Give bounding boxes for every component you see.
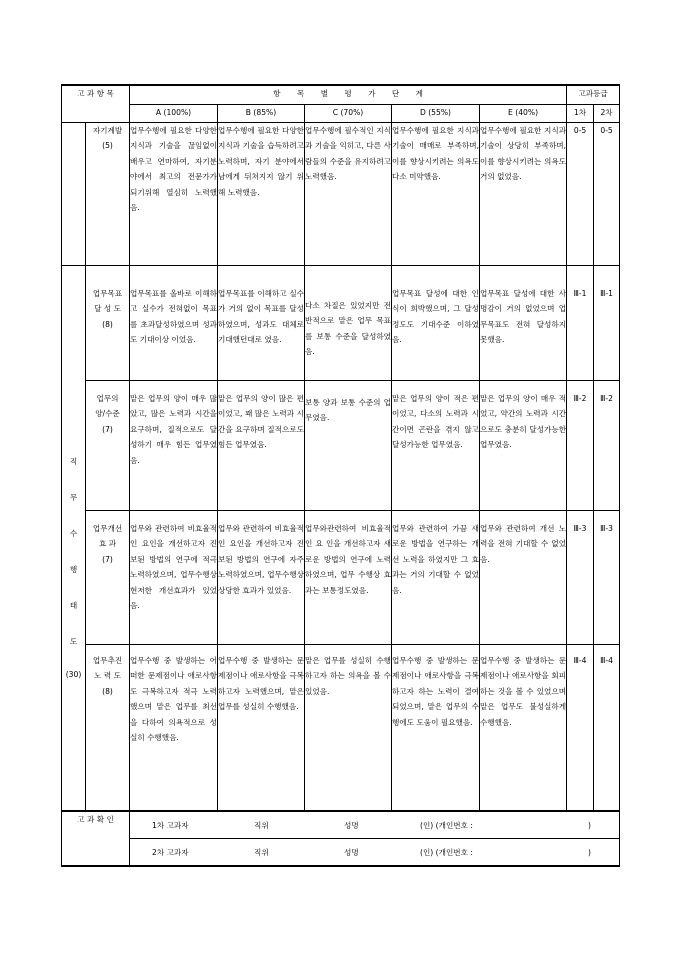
category-header: 고 과 항 목 [62,85,130,122]
category-job-attitude [62,265,86,811]
name-label: 성명 [344,821,359,830]
level-cell: 맡은 업무의 양이 많은 편이었고, 꽤 많은 노력과 시간을 요구하며 질적으로도 힘든 업무였음. [218,380,305,510]
rater-label: 1차 고과자 [152,821,189,830]
category-char: 도 [69,636,78,646]
item-work-improvement: 업무개선 효 과 (7) [86,510,130,644]
level-cell: 업무수행 중 발생하는 어떠한 문제점이나 애로사항도 극복하고자 적극 노력했으며 맡은 업무를 최선을 다하여 의욕적으로 성실히 수행했음. [130,644,218,811]
level-cell: 업무와 관련하여 가끔 새로운 방법을 연구하는 개선 노력을 하였지만 그 효과는 거의 기대할 수 없었음. [392,510,480,644]
level-cell: 업무수행에 필수적인 지식과 기술을 익히고, 다른 사람들의 수준을 유지하려고 노력했음. [305,122,392,265]
seal-label: (인) (개인번호 : [420,848,473,857]
category-char: 수 [69,528,78,538]
level-cell: 맡은 업무의 양이 매우 적었고, 약간의 노력과 시간으로도 충분히 달성가능한 업무였음. [480,380,567,510]
position-label: 직위 [254,821,269,830]
level-cell: 보통 양과 보통 수준의 업무였음. [305,380,392,510]
level-cell: 업무와 관련하여 비효율적인 요인을 개선하고자 진보된 방법의 연구에 적극 노력하였으며, 업무수행상 현저한 개선효과가 있었음. [130,510,218,644]
level-cell: 업무수행 중 발생하는 문제점이나 애로사항을 회피하는 것을 볼 수 있었으며 맡은 업무도 불성실하게 수행했음. [480,644,567,811]
grade-first: Ⅲ-4 [567,644,594,811]
grade-first: Ⅲ-2 [567,380,594,510]
level-cell: 맡은 업무를 성실히 수행하고자 하는 의욕을 볼 수 있었음. [305,644,392,811]
level-cell: 업무와관련하여 비효율적인 요 인을 개선하고자 새로운 방법의 연구에 노력하였으며, 업무 수행상 효과는 보통정도였음. [305,510,392,644]
level-cell: 업무목표 달성에 대한 사명감이 거의 없었으며 업무목표도 전혀 달성하지 못했음. [480,265,567,380]
level-cell: 업무수행 중 발생하는 문제점이나 애로사항을 극복하고자 하는 노력이 결여되었으며, 맡은 업무의 수행에도 도움이 필요했음. [392,644,480,811]
grade-second: Ⅲ-1 [594,265,620,380]
category-total: (30) [65,669,82,679]
seal-label: (인) (개인번호 : [420,821,473,830]
level-c-header: C (70%) [305,104,392,122]
level-cell: 업무수행에 필요한 다양한 지식과 기술을 끊임없이 배우고 연마하여, 자기분야에서 최고의 전문가가 되기위해 열심히 노력했음. [130,122,218,265]
confirmation-label: 고 과 확 인 [62,811,130,866]
level-cell: 업무수행에 필요한 지식과 기술이 매매로 부족하며, 이를 향상시키려는 의욕도 다소 미약했음. [392,122,480,265]
category-char: 무 [69,492,78,502]
category-char: 행 [69,564,78,574]
level-cell: 업무목표를 올바로 이해하고 실수가 전혀없이 목표를 초과달성하였으며 성과도 기대이상 이었음. [130,265,218,380]
stages-header: 항 목 별 평 가 단 계 [130,85,567,104]
level-cell: 업무와 관련하여 비효율적인 요인을 개선하고자 진보된 방법의 연구에 자주 노력하였으며, 업무수행상 상당한 효과가 있었음. [218,510,305,644]
item-work-effort: 업무추진 노 력 도 (8) [86,644,130,811]
level-e-header: E (40%) [480,104,567,122]
level-d-header: D (55%) [392,104,480,122]
level-cell: 맡은 업무의 양이 적은 편이었고, 다소의 노력과 시간이면 곤란을 겪지 않고 달성가능한 업무였음. [392,380,480,510]
close-paren: ) [588,848,591,857]
level-cell: 맡은 업무의 양이 매우 많았고, 많은 노력과 시간을 요구하며, 질적으로도 달성하기 매우 힘든 업무였음. [130,380,218,510]
level-cell: 다소 차질은 있었지만 전반적으로 맡은 업무 목표를 보통 수준을 달성하였 음. [305,265,392,380]
category-char: 직 [69,456,78,466]
position-label: 직위 [254,848,269,857]
evaluation-table [61,84,620,867]
name-label: 성명 [344,848,359,857]
item-self-development: 자기계발 (5) [86,122,130,265]
level-cell: 업무수행에 필요한 다양한 지식과 기술을 습득하려고 노력하며, 자기 분야에서 남에게 뒤쳐지지 않기 위해 노력했음. [218,122,305,265]
level-a-header: A (100%) [130,104,218,122]
item-work-amount: 업무의 양/수준 (7) [86,380,130,510]
rater-label: 2차 고과자 [152,848,189,857]
grade-first: Ⅲ-3 [567,510,594,644]
grade-first-header: 1차 [567,104,594,122]
grade-second: Ⅲ-3 [594,510,620,644]
level-b-header: B (85%) [218,104,305,122]
level-cell: 업무목표 달성에 대한 인식이 희박했으며, 그 달성정도도 기대수준 이하였음. [392,265,480,380]
category-char: 태 [69,600,78,610]
grade-second: 0-5 [594,122,620,265]
grade-second-header: 2차 [594,104,620,122]
close-paren: ) [588,821,591,830]
grade-second: Ⅲ-2 [594,380,620,510]
grade-first: 0-5 [567,122,594,265]
level-cell: 업무목표를 이해하고 실수가 거의 없이 목표를 달성하였으며, 성과도 대체로 기대했던대로 였음. [218,265,305,380]
level-cell: 업무수행 중 발생하는 문제점이나 애로사항을 극복하고자 노력했으며, 맡은 업무를 성실히 수행했음. [218,644,305,811]
grade-first: Ⅲ-1 [567,265,594,380]
grade-second: Ⅲ-4 [594,644,620,811]
level-cell: 업무와 관련하여 개선 노력을 전혀 기대할 수 없었음. [480,510,567,644]
grade-header: 고과등급 [567,85,620,104]
category-spacer [62,122,86,265]
confirmation-row-1 [130,811,620,839]
item-goal-achievement: 업무목표 달 성 도 (8) [86,265,130,380]
confirmation-row-2 [130,839,620,867]
level-cell: 업무수행에 필요한 지식과 기술이 상당히 부족하며, 이를 향상시키려는 의욕도 거의 없었음. [480,122,567,265]
